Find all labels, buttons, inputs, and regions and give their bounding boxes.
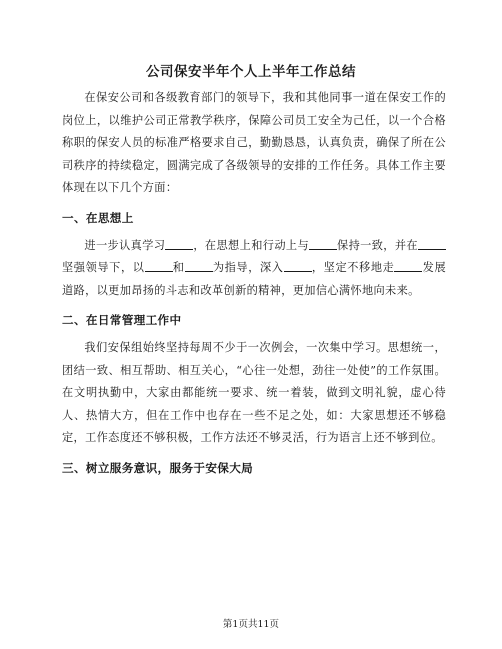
text-segment: 坚强领导下，以: [62, 261, 145, 275]
text-segment: 为指导，深入: [212, 261, 284, 275]
section-heading-service-awareness: 三、树立服务意识，服务于安保大局: [62, 460, 254, 475]
page-number-footer: 第1页共11页: [222, 619, 280, 630]
blank-line: [418, 238, 446, 250]
blank-line: [284, 260, 312, 272]
document-body: [62, 87, 446, 480]
section-paragraph-daily-management: 我们安保组始终坚持每周不少于一次例会，一次集中学习。思想统一，团结一致、相互帮助、相互关心，“心往一处想，劲往一处使”的工作氛围。在文明执勤中，大家由都能统一要求、统一着装，做到文明礼貌，虚心待人、热情大方，但在工作中也存在一些不足之处，如：大家思想还不够稳定，工作态度还不够积极，工作方法还不够灵活，行为语言上还不够到位。: [62, 340, 446, 445]
text-segment: ，在思想上和行动上与: [193, 238, 310, 252]
text-segment: ，坚定不移地走: [311, 261, 395, 275]
text-segment: 发展道路，以更加昂扬的斗志和改革创新的精神，更加信心满怀地向未来。: [62, 261, 446, 297]
section-paragraph-thought: [62, 235, 446, 303]
text-segment: 进一步认真学习: [84, 238, 166, 252]
blank-line: [145, 260, 173, 272]
text-segment: 和: [172, 261, 185, 275]
blank-line: [394, 260, 422, 272]
section-heading-daily-management: 二、在日常管理工作中: [62, 313, 182, 328]
section-heading-thought: 一、在思想上: [62, 210, 134, 225]
text-segment: 保持一致，并在: [337, 238, 418, 252]
document-title: 公司保安半年个人上半年工作总结: [146, 64, 356, 80]
blank-line: [165, 238, 193, 250]
intro-paragraph: 在保安公司和各级教育部门的领导下，我和其他同事一道在保安工作的岗位上，以维护公司正常教学秩序，保障公司员工安全为己任，以一个合格称职的保安人员的标准严格要求自己，勤勤恳恳，认真负责，确保了所在公司秩序的持续稳定，圆满完成了各级领导的安排的工作任务。具体工作主要体现在以下几个方面：: [62, 91, 446, 195]
blank-line: [185, 260, 213, 272]
blank-line: [309, 238, 337, 250]
